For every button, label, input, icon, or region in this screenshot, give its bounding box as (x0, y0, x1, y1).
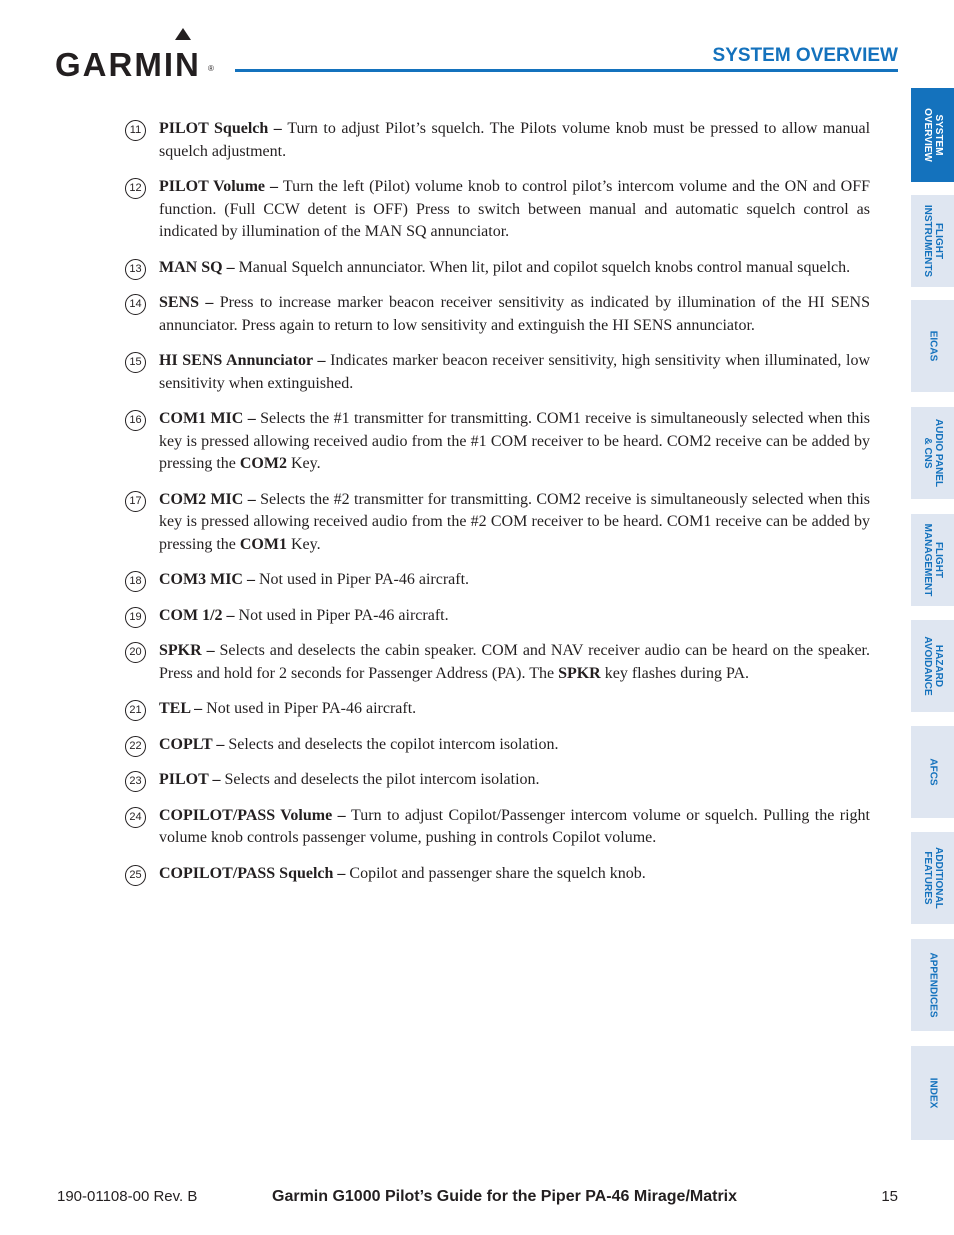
item-number: 17 (125, 491, 146, 512)
item-number: 15 (125, 352, 146, 373)
tab-appendices[interactable] (911, 939, 954, 1031)
item-number: 18 (125, 571, 146, 592)
list-item (125, 292, 870, 337)
item-term: COM2 MIC (159, 490, 244, 508)
registered-mark: ® (208, 64, 214, 73)
list-item (125, 569, 870, 592)
item-separator: – (222, 606, 239, 624)
item-separator: – (199, 294, 220, 311)
list-item (125, 640, 870, 685)
list-item (125, 489, 870, 557)
item-number: 20 (125, 642, 146, 663)
item-term: COM 1/2 (159, 606, 223, 624)
tab-label: AUDIO PANEL & CNS (921, 418, 944, 488)
list-item (125, 257, 870, 280)
item-separator: – (268, 120, 288, 137)
item-term: COM1 MIC (159, 410, 244, 427)
item-text: Not used in Piper PA-46 aircraft. (238, 606, 449, 624)
item-separator: – (312, 352, 331, 369)
item-text: Copilot and passenger share the squelch knob. (349, 864, 646, 882)
tab-system-overview[interactable] (911, 88, 954, 182)
item-separator: – (332, 806, 352, 824)
tab-label: APPENDICES (927, 952, 938, 1018)
tab-eicas[interactable] (911, 300, 954, 392)
tab-afcs[interactable] (911, 726, 954, 818)
tab-label: FLIGHT MANAGEMENT (921, 523, 944, 597)
item-key-name: COM1 (239, 535, 287, 553)
item-text: Selects the #1 transmitter for transmitting. COM1 receive is simultaneously selected when this key is pressed allowing received audio from the #1 COM receiver to be heard. COM2 receive can be added by pressing the (159, 410, 870, 472)
item-text: Turn to adjust Copilot/Passenger intercom volume or squelch. Pulling the right volume knob controls passenger volume, pushing in controls Copilot volume. (159, 806, 871, 846)
item-separator: – (243, 490, 261, 508)
item-number: 25 (125, 865, 146, 886)
list-item (125, 734, 870, 757)
garmin-logo: GARMIN (55, 46, 201, 83)
tab-audio-panel-cns[interactable] (911, 407, 954, 499)
item-number: 24 (125, 807, 146, 828)
item-text-tail: Key. (286, 455, 321, 472)
item-key-name: COM2 (239, 455, 287, 472)
header-rule (235, 69, 898, 72)
list-item (125, 118, 870, 163)
list-item (125, 176, 870, 244)
item-number: 14 (125, 294, 146, 315)
item-list (125, 118, 870, 898)
item-term: HI SENS Annunciator (159, 352, 313, 369)
tab-label: SYSTEM OVERVIEW (921, 108, 944, 162)
tab-label: AFCS (927, 758, 938, 786)
item-number: 16 (125, 410, 146, 431)
tab-label: EICAS (927, 330, 938, 362)
doc-number: 190-01108-00 Rev. B (57, 1188, 198, 1205)
item-number: 23 (125, 771, 146, 792)
item-separator: – (201, 642, 220, 659)
item-term: TEL (159, 700, 191, 717)
item-number: 11 (125, 120, 146, 141)
tab-label: HAZARD AVOIDANCE (921, 636, 944, 696)
list-item (125, 769, 870, 792)
item-term: PILOT Volume (159, 178, 266, 195)
item-term: SPKR (159, 642, 202, 659)
item-separator: – (190, 700, 207, 717)
tab-index[interactable] (911, 1046, 954, 1140)
item-term: COPLT (159, 735, 213, 753)
item-text: Not used in Piper PA-46 aircraft. (206, 700, 417, 717)
item-text: Selects and deselects the pilot intercom isolation. (224, 771, 540, 788)
item-text: Indicates marker beacon receiver sensitivity, high sensitivity when illuminated, low sensitivity when extinguished. (159, 352, 870, 392)
item-text: Turn the left (Pilot) volume knob to control pilot’s intercom volume and the ON and OFF function. (Full CCW detent is OFF) Press to switch between manual and automatic squelch control as indicated by illumination of the MAN SQ annunciator. (159, 178, 871, 240)
tab-flight-instruments[interactable] (911, 195, 954, 287)
item-term: SENS (159, 294, 200, 311)
item-text: Manual Squelch annunciator. When lit, pilot and copilot squelch knobs control manual squelch. (238, 258, 851, 276)
tab-hazard-avoidance[interactable] (911, 620, 954, 712)
tab-label: FLIGHT INSTRUMENTS (921, 204, 944, 278)
list-item (125, 805, 870, 850)
item-separator: – (243, 410, 261, 427)
guide-title: Garmin G1000 Pilot’s Guide for the Piper PA-46 Mirage/Matrix (272, 1188, 738, 1205)
item-number: 19 (125, 607, 146, 628)
list-item (125, 698, 870, 721)
logo-delta-icon (175, 28, 191, 40)
list-item (125, 408, 870, 476)
item-text: Selects and deselects the cabin speaker. COM and NAV receiver audio can be heard on the speaker. Press and hold for 2 seconds for Passenger Address (PA). The (159, 642, 871, 682)
item-separator: – (222, 258, 239, 276)
item-text: Press to increase marker beacon receiver sensitivity as indicated by illumination of the HI SENS annunciator. Press again to return to low sensitivity and extinguish the HI SENS annunciator. (159, 294, 870, 334)
tab-additional-features[interactable] (911, 832, 954, 924)
item-separator: – (242, 571, 259, 588)
item-separator: – (265, 178, 283, 195)
item-text: Turn to adjust Pilot’s squelch. The Pilots volume knob must be pressed to allow manual squelch adjustment. (159, 120, 871, 160)
item-text: Selects the #2 transmitter for transmitting. COM2 receive is simultaneously selected when this key is pressed allowing received audio from the #2 COM receiver to be heard. COM1 receive can be added by pressing the (159, 490, 870, 553)
list-item (125, 350, 870, 395)
item-term: PILOT (159, 771, 209, 788)
item-text: Not used in Piper PA-46 aircraft. (258, 571, 470, 588)
item-number: 22 (125, 736, 146, 757)
item-number: 21 (125, 700, 146, 721)
item-term: COPILOT/PASS Volume (159, 806, 333, 824)
item-term: PILOT Squelch (159, 120, 269, 137)
item-term: COPILOT/PASS Squelch (159, 864, 334, 882)
item-separator: – (208, 771, 225, 788)
item-text: Selects and deselects the copilot intercom isolation. (228, 735, 559, 753)
item-text-tail: key flashes during PA. (600, 664, 750, 682)
item-separator: – (333, 864, 350, 882)
item-separator: – (212, 735, 229, 753)
tab-flight-management[interactable] (911, 514, 954, 606)
list-item (125, 863, 870, 886)
item-number: 13 (125, 259, 146, 280)
item-term: MAN SQ (159, 258, 223, 276)
page-number: 15 (881, 1188, 898, 1205)
tab-label: ADDITIONAL FEATURES (921, 847, 944, 909)
list-item (125, 605, 870, 628)
item-number: 12 (125, 178, 146, 199)
section-title: SYSTEM OVERVIEW (712, 45, 898, 66)
item-text-tail: Key. (286, 535, 321, 553)
tab-label: INDEX (927, 1077, 938, 1109)
item-key-name: SPKR (558, 664, 601, 682)
item-term: COM3 MIC (159, 571, 243, 588)
